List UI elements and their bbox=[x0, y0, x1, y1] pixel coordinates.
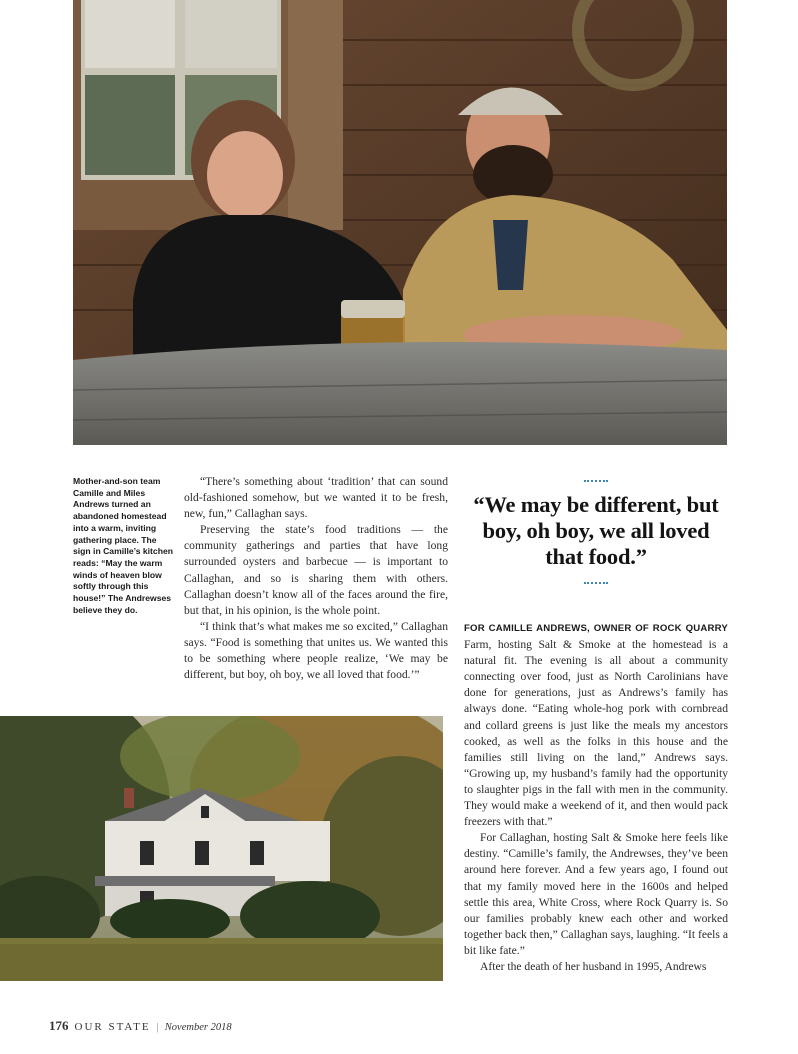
issue-date: November 2018 bbox=[164, 1022, 232, 1033]
body-paragraph: “I think that’s what makes me so excited,” Callaghan says. “Food is something that unites us. We wanted this to be something where people realize, ‘We may be different, but boy, oh boy, we all loved that food.’” bbox=[184, 619, 448, 682]
photo-camille-and-miles bbox=[73, 0, 727, 445]
body-paragraph: For Callaghan, hosting Salt & Smoke here feels like destiny. “Camille’s family, the Andrewses, they’ve been around here forever. And a few years ago, I found out that my family moved here in the 1600s and helped settle this area, White Cross, where Rock Quarry is. So our families probably knew each other and worked together back then,” Callaghan says, laughing. “It feels a bit like fate.” bbox=[464, 831, 728, 957]
magazine-name: OUR STATE bbox=[74, 1021, 151, 1033]
lead-in: FOR CAMILLE ANDREWS, OWNER OF ROCK QUARRY bbox=[464, 623, 728, 634]
pull-quote-top-rule bbox=[584, 480, 608, 482]
pull-quote bbox=[470, 480, 722, 584]
body-column-right bbox=[464, 620, 728, 975]
pull-quote-bottom-rule bbox=[584, 582, 608, 584]
pull-quote-text: “We may be different, but boy, oh boy, we all loved that food.” bbox=[473, 492, 719, 569]
photo-homestead bbox=[0, 716, 443, 981]
body-paragraph bbox=[464, 620, 728, 830]
page-footer bbox=[49, 1018, 232, 1034]
body-paragraph: Preserving the state’s food traditions — the community gatherings and parties that have long surrounded oysters and barbecue — is important to Callaghan, and so is sharing them with others. Callaghan doesn’t know all of the faces around the fire, but that, in his opinion, is the whole point. bbox=[184, 523, 448, 617]
photo-caption: Mother-and-son team Camille and Miles Andrews turned an abandoned homestead into a warm, inviting gathering place. The sign in Camille’s kitchen reads: “May the warm winds of heaven blow softly through this house!” The Andrewses believe they do. bbox=[73, 476, 173, 615]
page-number: 176 bbox=[49, 1018, 69, 1033]
body-column-middle bbox=[184, 474, 448, 683]
body-paragraph: After the death of her husband in 1995, Andrews bbox=[480, 959, 707, 973]
footer-separator: | bbox=[156, 1021, 159, 1033]
lead-paragraph-text: Farm, hosting Salt & Smoke at the homestead is a natural fit. The evening is all about a community connecting over food, just as North Carolinians have done for generations, just as Andrews’s family has always done. “Eating whole-hog pork with cornbread and collard greens is just like the meals my ancestors cooked, as well as the folks in this house and the families still living on the land,” Andrews says. “Growing up, my husband’s family had the opportunity to slaughter pigs in the fall with men in the community. They would make a weekend of it, and then would pack freezers with that.” bbox=[464, 638, 728, 829]
body-paragraph: “There’s something about ‘tradition’ that can sound old-fashioned somehow, but we wanted it to be fresh, new, fun,” Callaghan says. bbox=[184, 475, 448, 521]
